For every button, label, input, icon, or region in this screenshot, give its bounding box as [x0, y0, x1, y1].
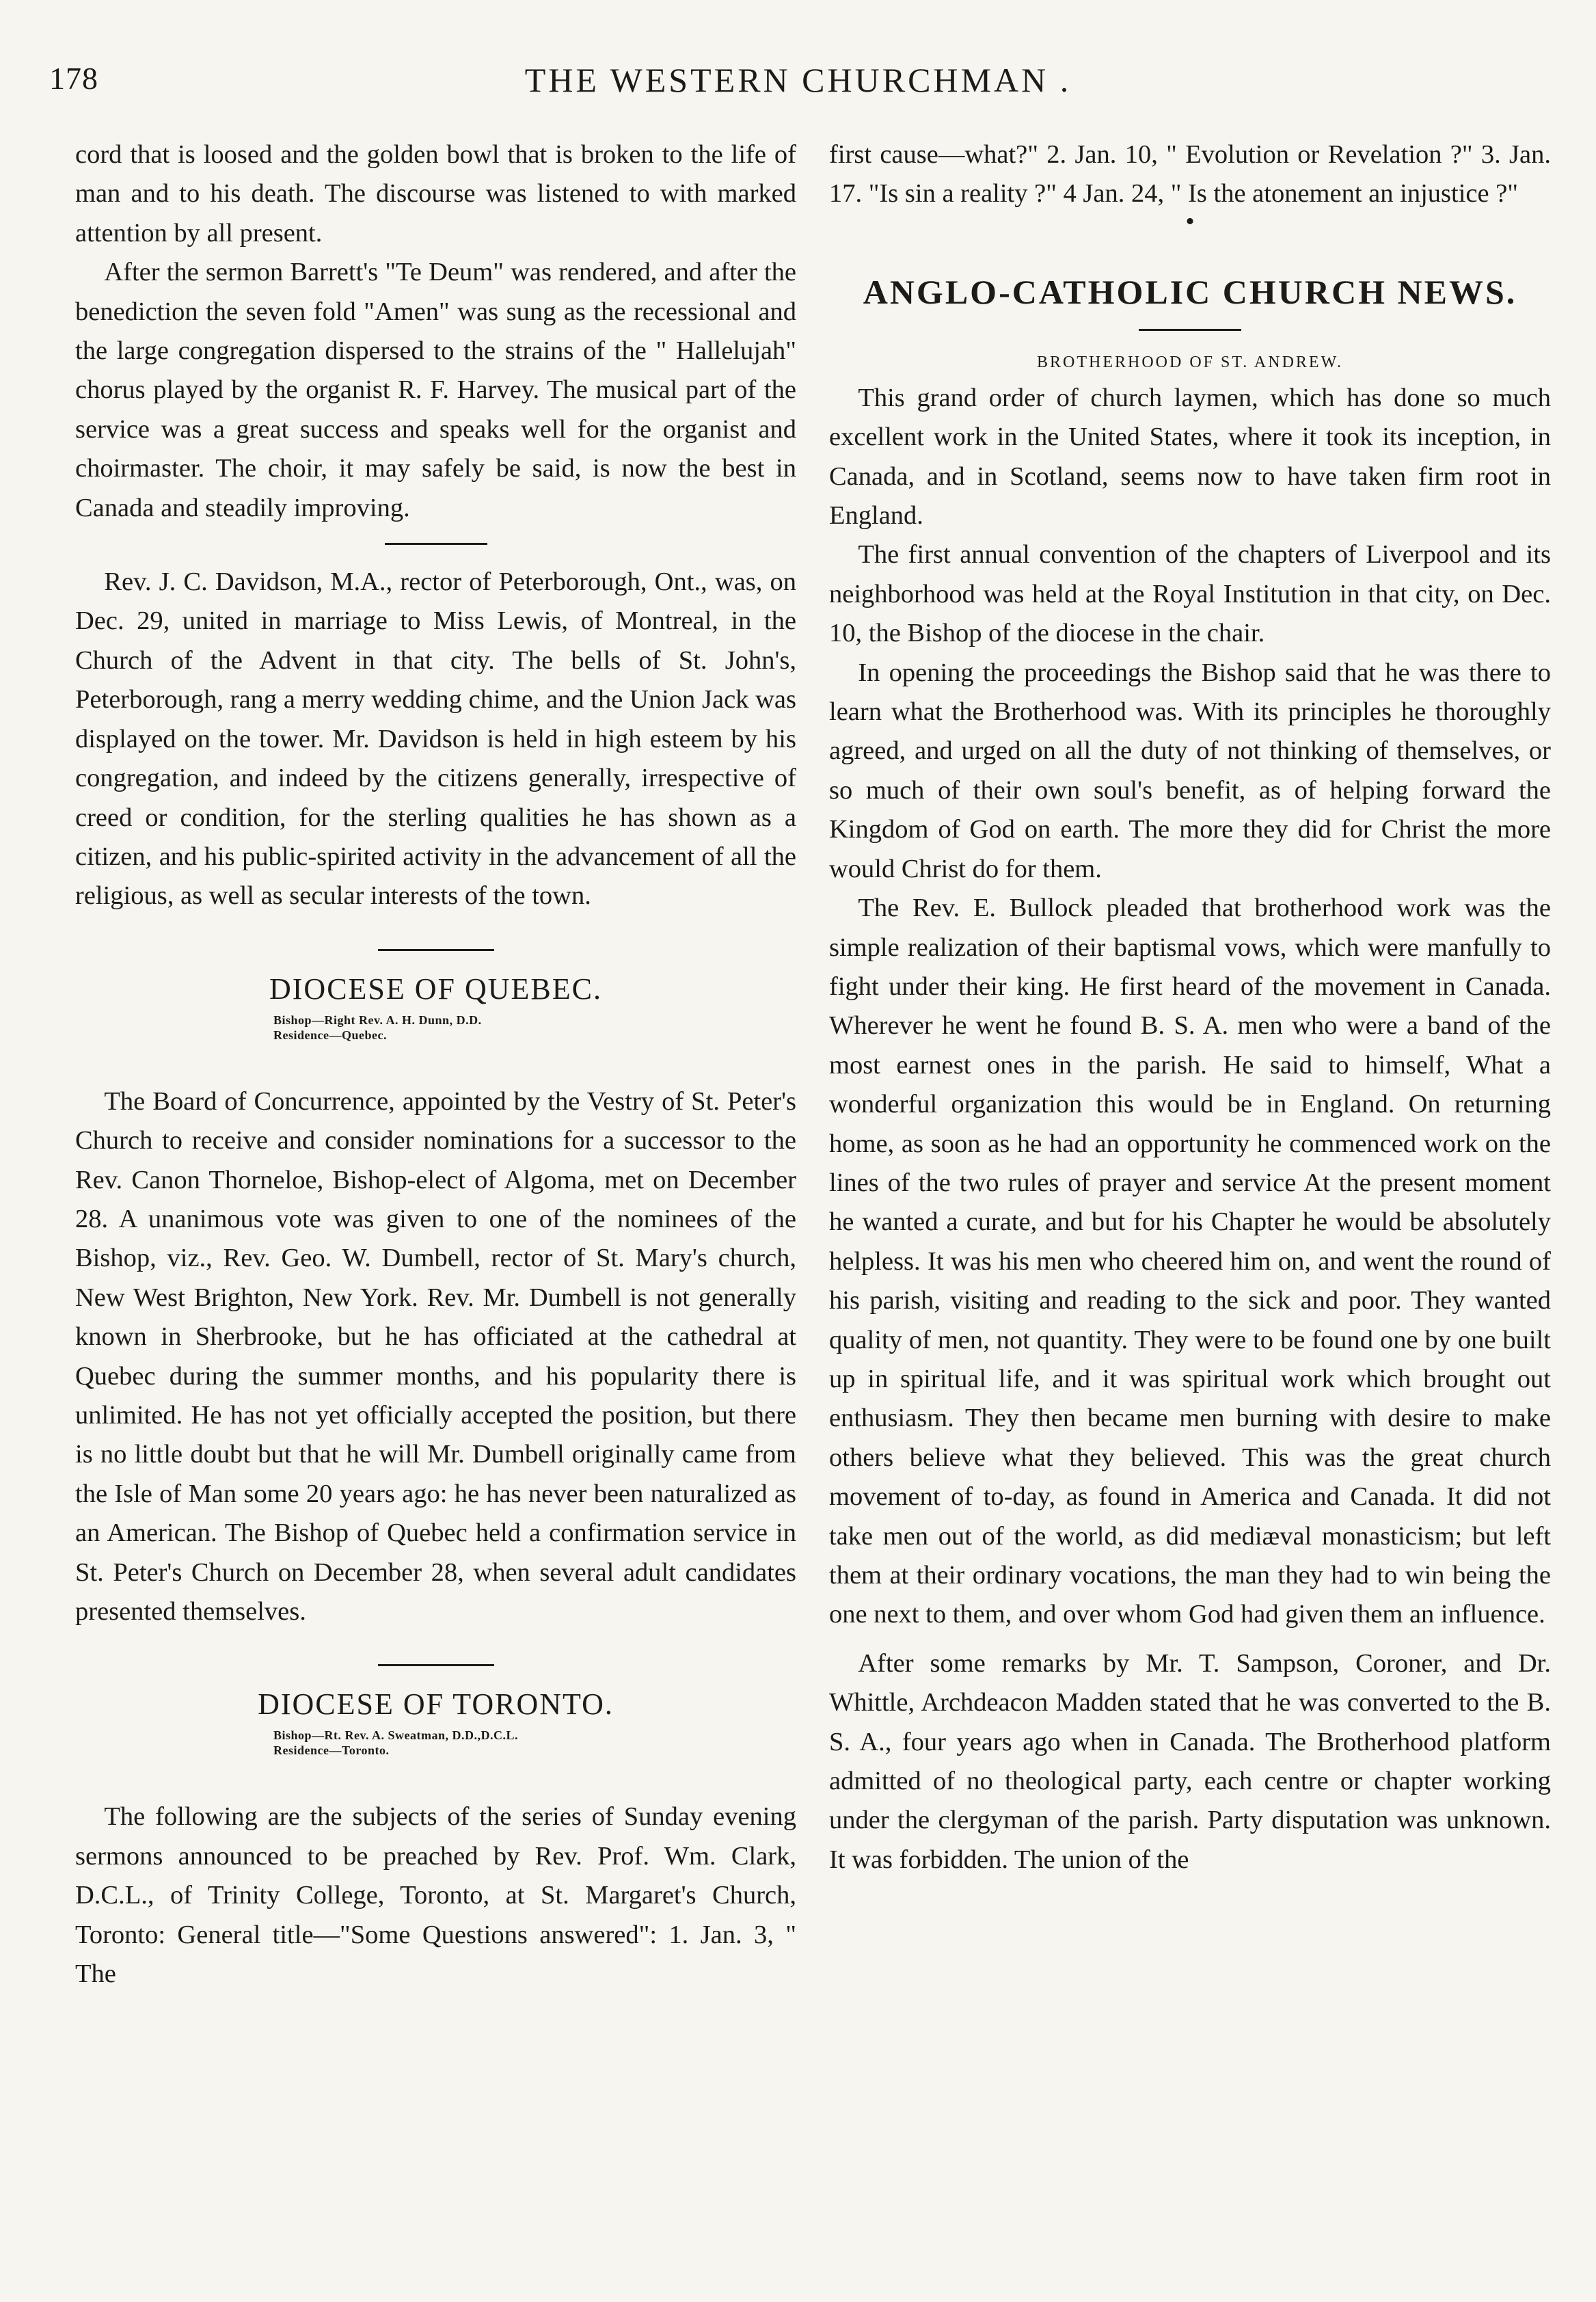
divider-rule [378, 1664, 494, 1666]
running-title: THE WESTERN CHURCHMAN . [524, 61, 1072, 99]
quebec-residence-line: Residence—Quebec. [273, 1028, 387, 1042]
heading-diocese-toronto: DIOCESE OF TORONTO. [258, 1687, 614, 1722]
paragraph-bishop-opening: In opening the proceedings the Bishop said that he was there to learn what the Brotherhood was. With its principles he thoroughly agreed, and urged on all the duty of not thinking of themselves, or so much of their own soul's benefit, as of helping forward the Kingdom of God on earth. The more they did for Christ the more would Christ do for them. [829, 658, 1551, 883]
paragraph-davidson-marriage: Rev. J. C. Davidson, M.A., rector of Peterborough, Ont., was, on Dec. 29, united in marriage to Miss Lewis, of Montreal, in the Church of the Advent in that city. The bells of St. John's, Peterborough, rang a merry wedding chime, and the Union Jack was displayed on the tower. Mr. Davidson is held in high esteem by his congregation, and indeed by the citizens generally, irrespective of creed or condition, for the sterling qualities he has shown as a citizen, and his public-spirited activity in the advancement of all the religious, as well as secular interests of the town. [75, 567, 796, 911]
page-header [49, 60, 1547, 122]
paragraph-grand-order: This grand order of church laymen, which has done so much excellent work in the United States, where it took its inception, in Canada, and in Scotland, seems now to have taken firm root in England. [829, 383, 1551, 531]
separator-dot: • [1185, 206, 1195, 236]
divider-rule [378, 949, 494, 951]
paragraph-te-deum: After the sermon Barrett's "Te Deum" was rendered, and after the benediction the seven fold "Amen" was sung as the recessional and the large congregation dispersed to the strains of the " Hallelujah" chorus played by the organist R. F. Harvey. The musical part of the service was a great success and speaks well for the organist and choirmaster. The choir, it may safely be said, is now the best in Canada and steadily improving. [75, 258, 796, 522]
right-column [829, 135, 1551, 1879]
paragraph-board-of-concurrence: The Board of Concurrence, appointed by the Vestry of St. Peter's Church to receive and consider nominations for a successor to the Rev. Canon Thorneloe, Bishop-elect of Algoma, met on December 28. A unanimous vote was given to one of the nominees of the Bishop, viz., Rev. Geo. W. Dumbell, rector of St. Mary's church, New West Brighton, New York. Rev. Mr. Dumbell is not generally known in Sherbrooke, but he has officiated at the cathedral at Quebec during the summer months, and his popularity there is unlimited. He has not yet officially accepted the position, but there is no little doubt but that he will Mr. Dumbell originally came from the Isle of Man some 20 years ago: he has never been naturalized as an American. The Bishop of Quebec held a confirmation service in St. Peter's Church on December 28, when several adult candidates presented themselves. [75, 1086, 796, 1626]
divider-rule [385, 543, 487, 545]
left-column [75, 135, 796, 1994]
divider-rule [1139, 329, 1241, 331]
paragraph-bullock: The Rev. E. Bullock pleaded that brotherhood work was the simple realization of their baptismal vows, which were manfully to fight under their king. He first heard of the movement in Canada. Wherever he went he found B. S. A. men who were a band of the most earnest ones in the parish. He said to himself, What a wonderful organization this would be in England. On returning home, as soon as he had an opportunity he commenced work on the lines of the two rules of prayer and service At the present moment he wanted a curate, and but for his Chapter he would be absolutely helpless. It was his men who cheered him on, and went the round of his parish, visiting and reading to the sick and poor. They wanted quality of men, not quantity. They were to be found one by one built up in spiritual life, and it was spiritual work which brought out enthusiasm. They then became men burning with desire to make others believe what they believed. This was the great church movement of to-day, as found in America and Canada. It did not take men out of the world, as did mediæval monasticism; but left them at their ordinary vocations, the man they had to win being the one next to them, and over whom God had given them an influence. [829, 894, 1551, 1629]
paragraph-madden: After some remarks by Mr. T. Sampson, Coroner, and Dr. Whittle, Archdeacon Madden stated that he was converted to the B. S. A., four years ago when in Canada. The Brotherhood platform admitted of no theological party, each centre or chapter working under the clergyman of the parish. Party disputation was unknown. It was forbidden. The union of the [829, 1648, 1551, 1874]
paragraph-sermon-end: cord that is loosed and the golden bowl that is broken to the life of man and to his death. The discourse was listened to with marked attention by all present. [75, 140, 796, 247]
toronto-residence-line: Residence—Toronto. [273, 1743, 390, 1758]
heading-anglo-catholic-news: ANGLO-CATHOLIC CHURCH NEWS. [863, 272, 1517, 311]
toronto-bishop-line: Bishop—Rt. Rev. A. Sweatman, D.D.,D.C.L. [273, 1728, 519, 1743]
heading-diocese-quebec: DIOCESE OF QUEBEC. [269, 972, 603, 1006]
paragraph-first-convention: The first annual convention of the chapters of Liverpool and its neighborhood was held at the Royal Institution in that city, on Dec. 10, the Bishop of the diocese in the chair. [829, 540, 1551, 648]
heading-brotherhood-st-andrew: BROTHERHOOD OF ST. ANDREW. [1036, 353, 1344, 371]
page-number: 178 [49, 61, 98, 96]
quebec-bishop-line: Bishop—Right Rev. A. H. Dunn, D.D. [273, 1013, 482, 1027]
paragraph-sermon-series: The following are the subjects of the series of Sunday evening sermons announced to be preached by Rev. Prof. Wm. Clark, D.C.L., of Trinity College, Toronto, at St. Margaret's Church, Toronto: General title—"Some Questions answered": 1. Jan. 3, " The [75, 1802, 796, 1989]
paragraph-sermon-series-cont: first cause—what?" 2. Jan. 10, " Evolution or Revelation ?" 3. Jan. 17. "Is sin a reality ?" 4 Jan. 24, " Is the atonement an injustice ?" [829, 140, 1551, 209]
